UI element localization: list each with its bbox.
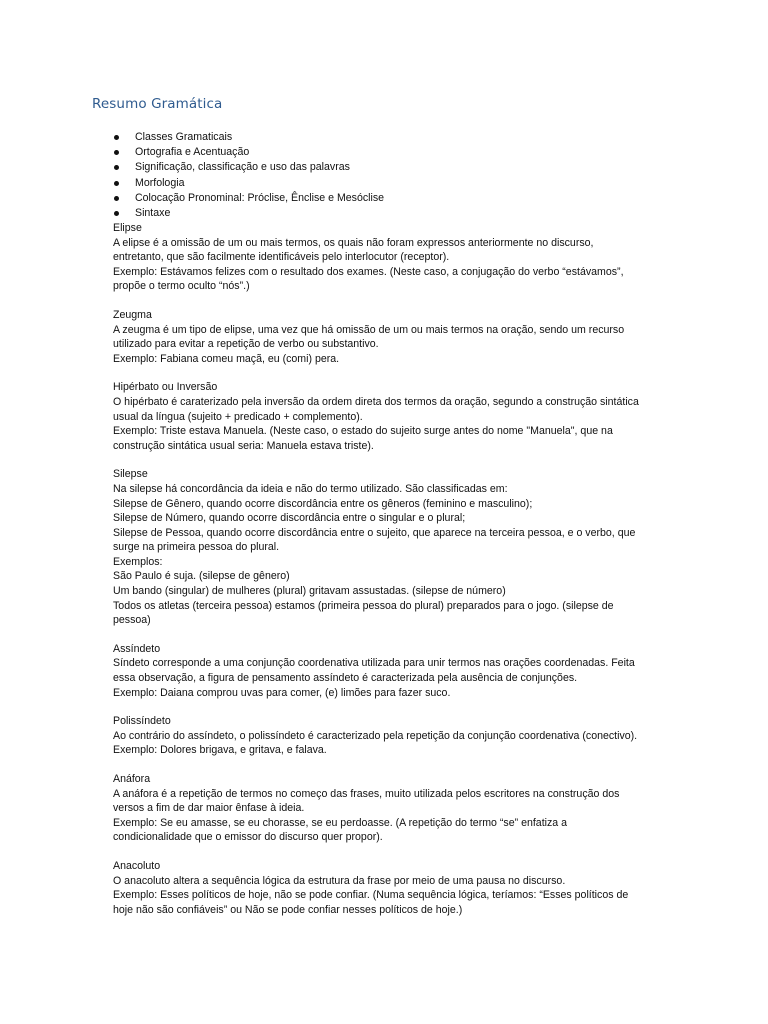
paragraph-line: usual da língua (sujeito + predicado + complemento). — [113, 410, 363, 423]
paragraph-line: Exemplos: — [113, 555, 163, 568]
paragraph-line: propõe o termo oculto “nós”.) — [113, 280, 250, 293]
document-title: Resumo Gramática — [92, 96, 223, 112]
list-item — [114, 191, 384, 206]
paragraph-line: Silepse de Gênero, quando ocorre discordância entre os gêneros (feminino e masculino); — [113, 497, 533, 510]
section-heading: Polissíndeto — [113, 715, 171, 728]
topic-list — [114, 130, 384, 221]
paragraph-line: surge na primeira pessoa do plural. — [113, 541, 280, 554]
section-heading: Anáfora — [113, 773, 151, 785]
list-item-label: Significação, classificação e uso das palavras — [135, 161, 350, 174]
section-heading: Zeugma — [113, 308, 152, 321]
section-hiperbato — [113, 380, 693, 453]
list-item-label: Morfologia — [135, 176, 185, 189]
paragraph-line: Síndeto corresponde a uma conjunção coordenativa utilizada para unir termos nas orações coordenadas. Feita — [113, 657, 635, 670]
bullet-icon — [114, 196, 119, 201]
paragraph-line: Exemplo: Se eu amasse, se eu chorasse, se eu perdoasse. (A repetição do termo “se” enfatiza a — [113, 816, 568, 829]
paragraph-line: pessoa) — [113, 614, 151, 627]
list-item-label: Colocação Pronominal: Próclise, Ênclise e Mesóclise — [135, 191, 385, 204]
bullet-icon — [114, 135, 119, 140]
list-item-label: Sintaxe — [135, 207, 171, 220]
section-heading: Hipérbato ou Inversão — [113, 381, 218, 394]
paragraph-line: A elipse é a omissão de um ou mais termos, os quais não foram expressos anteriormente no discurso, — [113, 236, 594, 249]
paragraph-line: Exemplo: Dolores brigava, e gritava, e falava. — [113, 744, 327, 757]
section-heading: Assíndeto — [113, 642, 161, 655]
paragraph-line: São Paulo é suja. (silepse de gênero) — [113, 570, 290, 583]
paragraph-line: Um bando (singular) de mulheres (plural) gritavam assustadas. (silepse de número) — [113, 585, 506, 598]
section-elipse — [113, 221, 693, 294]
paragraph-line: versos a fim de dar maior ênfase à ideia. — [113, 802, 305, 815]
section-assindeto — [113, 642, 693, 700]
paragraph-line: Na silepse há concordância da ideia e não do termo utilizado. São classificadas em: — [113, 482, 508, 495]
section-anacoluto — [113, 859, 693, 917]
paragraph-line: A anáfora é a repetição de termos no começo das frases, muito utilizada pelos escritores na construção dos — [113, 787, 620, 800]
paragraph-line: Silepse de Número, quando ocorre discordância entre o singular e o plural; — [113, 512, 466, 525]
section-polissindeto — [113, 714, 693, 758]
list-item-label: Ortografia e Acentuação — [135, 146, 250, 159]
bullet-icon — [114, 181, 119, 186]
list-item — [114, 176, 384, 191]
section-heading: Anacoluto — [113, 859, 161, 872]
paragraph-line: construção sintática usual seria: Manuela estava triste). — [113, 439, 374, 452]
paragraph-line: Exemplo: Triste estava Manuela. (Neste caso, o estado do sujeito surge antes do nome "Manuela", que na — [113, 425, 613, 438]
section-heading: Silepse — [113, 468, 148, 481]
list-item — [114, 130, 384, 145]
paragraph-line: A zeugma é um tipo de elipse, uma vez que há omissão de um ou mais termos na oração, sendo um recurso — [113, 323, 625, 336]
list-item — [114, 206, 384, 221]
document-body — [113, 221, 693, 931]
paragraph-line: Exemplo: Estávamos felizes com o resultado dos exames. (Neste caso, a conjugação do verbo “estávamos”, — [113, 265, 624, 278]
section-anafora — [113, 772, 693, 845]
paragraph-line: condicionalidade que o emissor do discurso quer propor). — [113, 831, 383, 844]
section-zeugma — [113, 308, 693, 366]
paragraph-line: Todos os atletas (terceira pessoa) estamos (primeira pessoa do plural) preparados para o jogo. (silepse de — [113, 599, 614, 612]
bullet-icon — [114, 150, 119, 155]
list-item-label: Classes Gramaticais — [135, 131, 233, 143]
paragraph-line: entretanto, que são facilmente identificáveis pelo interlocutor (receptor). — [113, 251, 450, 264]
paragraph-line: O anacoluto altera a sequência lógica da estrutura da frase por meio de uma pausa no discurso. — [113, 874, 566, 887]
paragraph-line: Exemplo: Esses políticos de hoje, não se pode confiar. (Numa sequência lógica, teríamos: “Esses políticos de — [113, 889, 629, 902]
list-item — [114, 145, 384, 160]
paragraph-line: O hipérbato é caraterizado pela inversão da ordem direta dos termos da oração, segundo a construção sintática — [113, 395, 639, 408]
paragraph-line: Silepse de Pessoa, quando ocorre discordância entre o sujeito, que aparece na terceira pessoa, e o verbo, que — [113, 526, 636, 539]
paragraph-line: essa observação, a figura de pensamento assíndeto é caracterizada pela ausência de conjunções. — [113, 672, 578, 685]
paragraph-line: Exemplo: Daiana comprou uvas para comer, (e) limões para fazer suco. — [113, 686, 451, 699]
section-heading: Elipse — [113, 222, 142, 234]
paragraph-line: utilizado para evitar a repetição de verbo ou substantivo. — [113, 338, 379, 351]
paragraph-line: hoje não são confiáveis” ou Não se pode confiar nesses políticos de hoje.) — [113, 903, 463, 916]
paragraph-line: Exemplo: Fabiana comeu maçã, eu (comi) pera. — [113, 352, 340, 365]
section-silepse — [113, 467, 693, 628]
paragraph-line: Ao contrário do assíndeto, o polissíndeto é caracterizado pela repetição da conjunção coordenativa (conectivo). — [113, 729, 638, 742]
bullet-icon — [114, 211, 119, 216]
bullet-icon — [114, 165, 119, 170]
list-item — [114, 160, 384, 175]
